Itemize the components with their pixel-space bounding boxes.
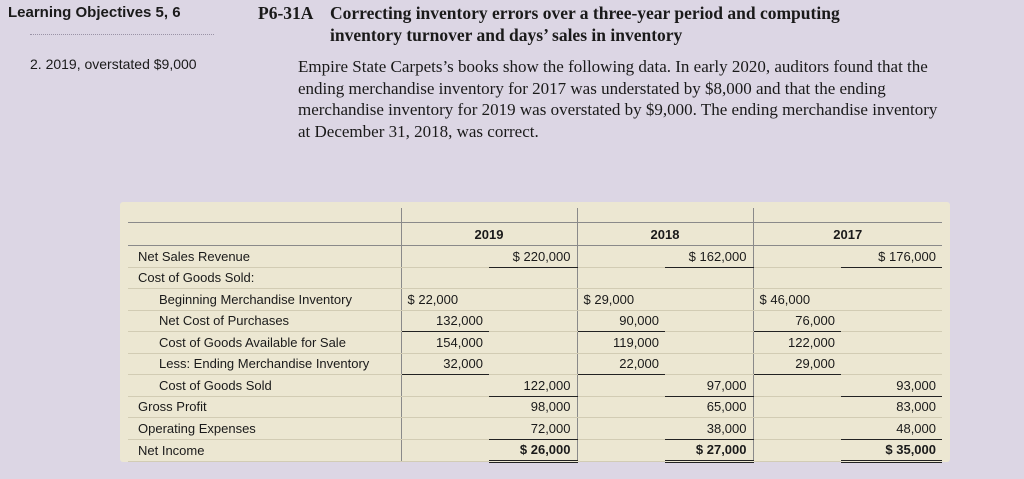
- inner-value-2018: [577, 439, 665, 462]
- total-value-2018: $ 27,000: [665, 439, 753, 462]
- year-header-2018: 2018: [577, 223, 753, 246]
- total-value-2018: [665, 310, 753, 332]
- inner-value-2018: $ 29,000: [577, 289, 665, 311]
- total-value-2018: [665, 267, 753, 289]
- table-row: [128, 375, 942, 397]
- learning-objectives-heading: Learning Objectives 5, 6: [8, 4, 181, 21]
- total-value-2019: [489, 267, 577, 289]
- inner-value-2017: [753, 246, 841, 268]
- total-value-2018: 38,000: [665, 418, 753, 440]
- problem-block: [258, 2, 958, 142]
- table-row: [128, 289, 942, 311]
- table-top-rule: [128, 208, 942, 223]
- total-value-2017: [841, 353, 942, 375]
- table-row: [128, 418, 942, 440]
- inner-value-2019: [401, 246, 489, 268]
- row-label: Cost of Goods Sold:: [128, 267, 401, 289]
- problem-text: Empire State Carpets’s books show the following data. In early 2020, auditors found that the ending merchandise inventory for 2017 was understated by $8,000 and that the ending merchandise inventory for 2019 was overstated by $9,000. The ending merchandise inventory at December 31, 2018, was correct.: [298, 57, 938, 141]
- table-row: [128, 332, 942, 354]
- total-value-2019: 122,000: [489, 375, 577, 397]
- answer-hint: 2. 2019, overstated $9,000: [30, 56, 197, 72]
- inner-value-2017: [753, 375, 841, 397]
- problem-title-line-1: Correcting inventory errors over a three-year period and computing: [330, 3, 840, 23]
- total-value-2018: 97,000: [665, 375, 753, 397]
- row-label: Net Income: [128, 439, 401, 462]
- inner-value-2019: [401, 439, 489, 462]
- total-value-2018: $ 162,000: [665, 246, 753, 268]
- inner-value-2017: [753, 396, 841, 418]
- inner-value-2017: [753, 267, 841, 289]
- year-header-2019: 2019: [401, 223, 577, 246]
- total-value-2018: [665, 332, 753, 354]
- problem-heading: [258, 2, 958, 46]
- year-header-row: [128, 223, 942, 246]
- total-value-2018: 65,000: [665, 396, 753, 418]
- total-value-2019: 72,000: [489, 418, 577, 440]
- inner-value-2019: [401, 267, 489, 289]
- inner-value-2018: [577, 267, 665, 289]
- inner-value-2018: 119,000: [577, 332, 665, 354]
- inner-value-2019: $ 22,000: [401, 289, 489, 311]
- table-row: [128, 267, 942, 289]
- inner-value-2019: 32,000: [401, 353, 489, 375]
- row-label: Operating Expenses: [128, 418, 401, 440]
- row-label: Beginning Merchandise Inventory: [128, 289, 401, 311]
- total-value-2019: [489, 332, 577, 354]
- total-value-2018: [665, 353, 753, 375]
- total-value-2017: 48,000: [841, 418, 942, 440]
- inner-value-2018: [577, 375, 665, 397]
- inner-value-2019: [401, 418, 489, 440]
- inner-value-2017: 122,000: [753, 332, 841, 354]
- total-value-2017: $ 35,000: [841, 439, 942, 462]
- total-value-2019: [489, 289, 577, 311]
- inner-value-2017: [753, 418, 841, 440]
- total-value-2019: [489, 310, 577, 332]
- inner-value-2017: [753, 439, 841, 462]
- total-value-2017: [841, 289, 942, 311]
- inner-value-2019: 132,000: [401, 310, 489, 332]
- income-statement-table: [128, 208, 942, 463]
- total-value-2017: [841, 267, 942, 289]
- inner-value-2018: [577, 418, 665, 440]
- row-label: Net Sales Revenue: [128, 246, 401, 268]
- inner-value-2019: [401, 396, 489, 418]
- total-value-2017: 83,000: [841, 396, 942, 418]
- total-value-2017: 93,000: [841, 375, 942, 397]
- inner-value-2018: 90,000: [577, 310, 665, 332]
- total-value-2019: 98,000: [489, 396, 577, 418]
- inner-value-2017: 29,000: [753, 353, 841, 375]
- inner-value-2018: 22,000: [577, 353, 665, 375]
- row-label: Cost of Goods Sold: [128, 375, 401, 397]
- row-label: Cost of Goods Available for Sale: [128, 332, 401, 354]
- row-label: Net Cost of Purchases: [128, 310, 401, 332]
- sidebar-divider: [30, 34, 214, 35]
- row-label: Gross Profit: [128, 396, 401, 418]
- problem-title-line-2: inventory turnover and days’ sales in inventory: [330, 25, 683, 45]
- total-value-2017: [841, 310, 942, 332]
- inner-value-2019: [401, 375, 489, 397]
- table-row: [128, 353, 942, 375]
- total-value-2017: [841, 332, 942, 354]
- total-value-2019: $ 26,000: [489, 439, 577, 462]
- inner-value-2017: $ 46,000: [753, 289, 841, 311]
- total-value-2018: [665, 289, 753, 311]
- total-value-2017: $ 176,000: [841, 246, 942, 268]
- table-row: [128, 396, 942, 418]
- total-value-2019: $ 220,000: [489, 246, 577, 268]
- table-row: [128, 310, 942, 332]
- financial-table-panel: [120, 202, 950, 462]
- inner-value-2018: [577, 396, 665, 418]
- problem-id: P6-31A: [258, 3, 314, 23]
- year-header-2017: 2017: [753, 223, 942, 246]
- inner-value-2019: 154,000: [401, 332, 489, 354]
- total-value-2019: [489, 353, 577, 375]
- inner-value-2018: [577, 246, 665, 268]
- inner-value-2017: 76,000: [753, 310, 841, 332]
- row-label: Less: Ending Merchandise Inventory: [128, 353, 401, 375]
- table-row: [128, 246, 942, 268]
- table-row: [128, 439, 942, 462]
